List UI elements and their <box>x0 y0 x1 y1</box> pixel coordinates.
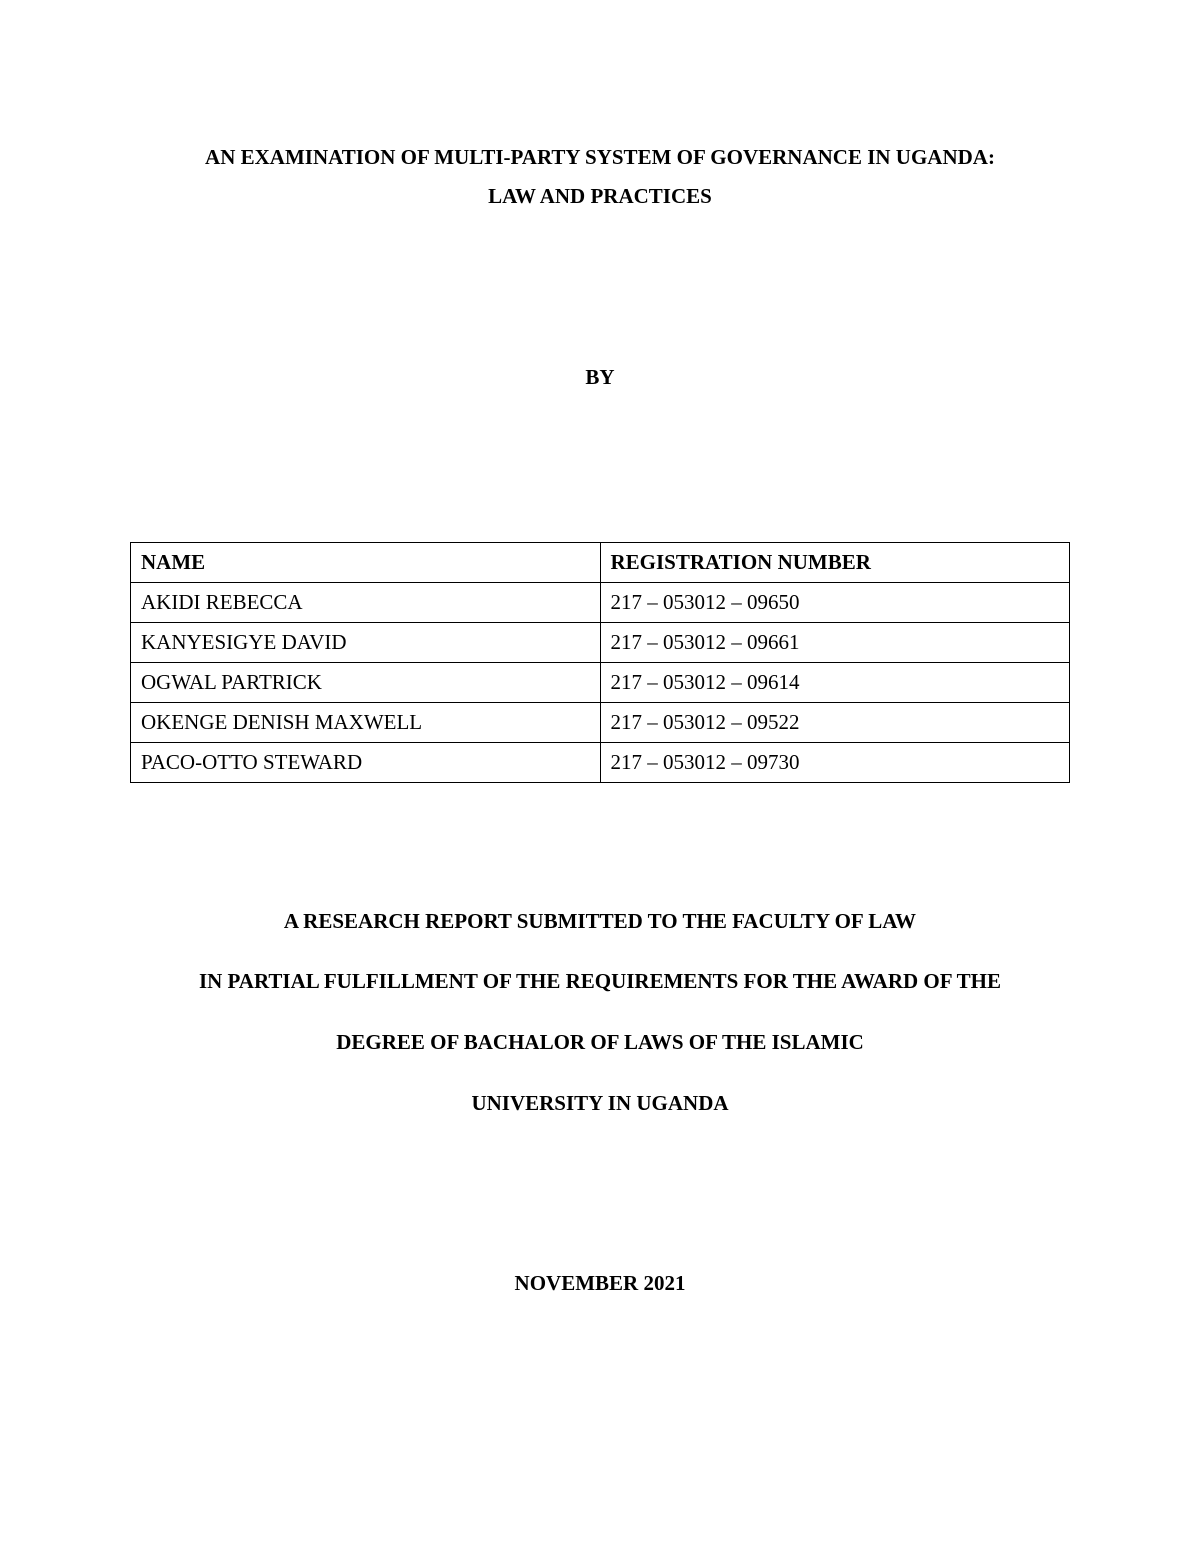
submission-statement-line-4: UNIVERSITY IN UGANDA <box>471 1091 729 1115</box>
table-row <box>131 623 1070 663</box>
table-row <box>131 703 1070 743</box>
registration-number-cell: 217 – 053012 – 09522 <box>600 703 1070 743</box>
submission-date: NOVEMBER 2021 <box>514 1271 686 1295</box>
registration-number-cell: 217 – 053012 – 09730 <box>600 743 1070 783</box>
registration-number-cell: 217 – 053012 – 09661 <box>600 623 1070 663</box>
member-name-cell: KANYESIGYE DAVID <box>131 623 601 663</box>
members-table <box>130 542 1070 783</box>
table-header-row <box>131 543 1070 583</box>
registration-number-cell: 217 – 053012 – 09650 <box>600 583 1070 623</box>
report-title-line-2: LAW AND PRACTICES <box>488 184 712 208</box>
table-row <box>131 743 1070 783</box>
column-header-name: NAME <box>131 543 601 583</box>
submission-statement-line-3: DEGREE OF BACHALOR OF LAWS OF THE ISLAMIC <box>336 1030 864 1054</box>
by-label: BY <box>585 365 615 389</box>
member-name-cell: PACO-OTTO STEWARD <box>131 743 601 783</box>
report-title-line-1: AN EXAMINATION OF MULTI-PARTY SYSTEM OF GOVERNANCE IN UGANDA: <box>205 145 995 169</box>
column-header-registration-number: REGISTRATION NUMBER <box>600 543 1070 583</box>
member-name-cell: AKIDI REBECCA <box>131 583 601 623</box>
table-row <box>131 663 1070 703</box>
registration-number-cell: 217 – 053012 – 09614 <box>600 663 1070 703</box>
submission-statement-line-2: IN PARTIAL FULFILLMENT OF THE REQUIREMENTS FOR THE AWARD OF THE <box>198 969 1002 993</box>
table-row <box>131 583 1070 623</box>
member-name-cell: OKENGE DENISH MAXWELL <box>131 703 601 743</box>
member-name-cell: OGWAL PARTRICK <box>131 663 601 703</box>
submission-statement-line-1: A RESEARCH REPORT SUBMITTED TO THE FACULTY OF LAW <box>283 909 917 933</box>
